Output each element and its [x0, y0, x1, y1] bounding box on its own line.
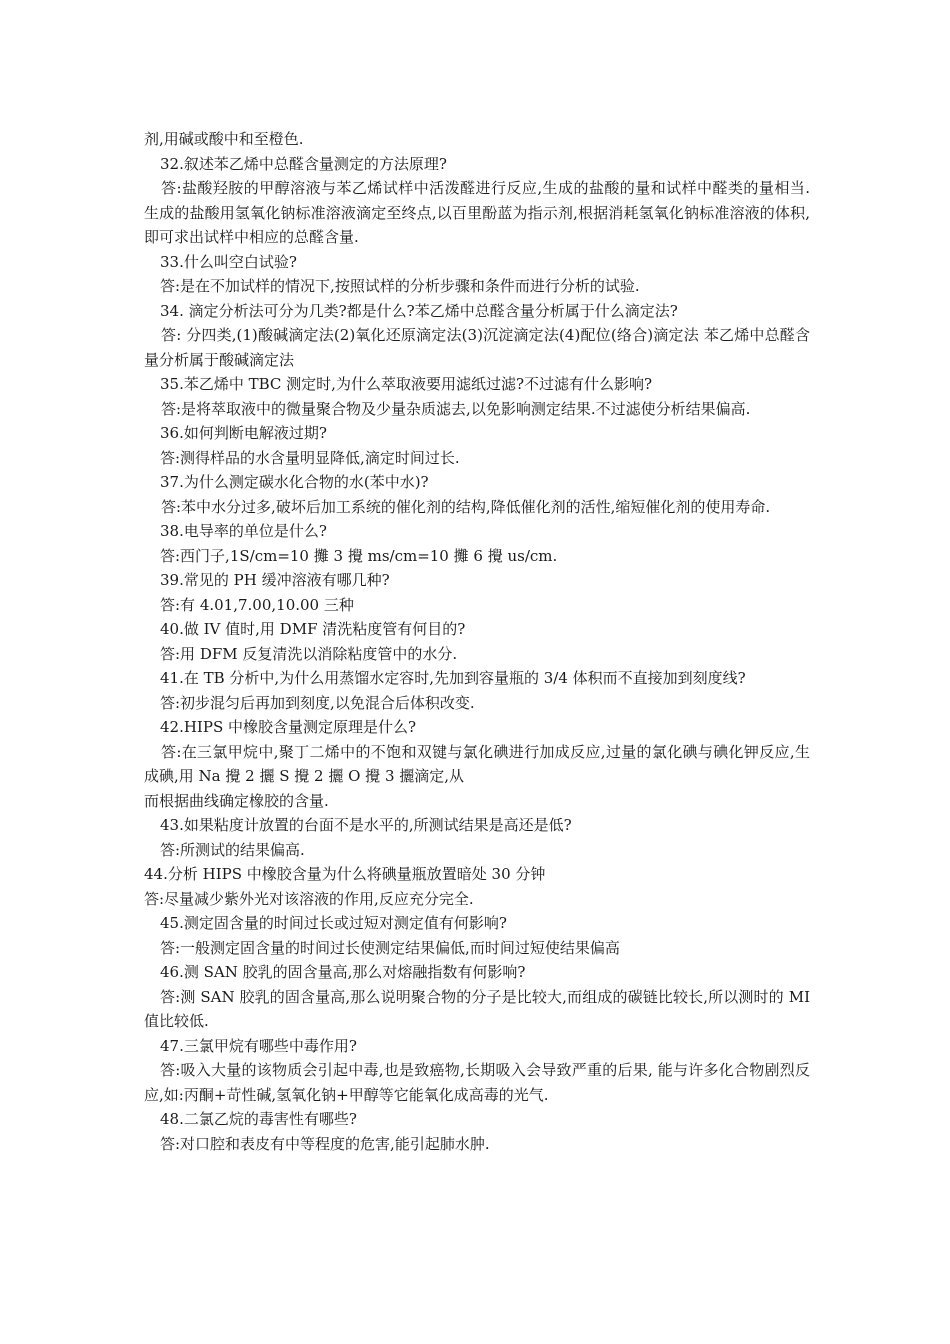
question: 32.叙述苯乙烯中总醛含量测定的方法原理? — [160, 154, 447, 173]
question: 43.如果粘度计放置的台面不是水平的,所测试结果是高还是低? — [160, 816, 572, 834]
question: 39.常见的 PH 缓冲溶液有哪几种? — [160, 571, 390, 589]
answer: 答: 分四类,(1)酸碱滴定法(2)氧化还原滴定法(3)沉淀滴定法(4)配位(络合)滴定法 苯乙烯中总醛含量分析属于酸碱滴定法 — [144, 326, 810, 369]
question: 46.测 SAN 胶乳的固含量高,那么对熔融指数有何影响? — [160, 963, 526, 981]
question: 37.为什么测定碳水化合物的水(苯中水)? — [160, 473, 429, 491]
answer: 答:苯中水分过多,破坏后加工系统的催化剂的结构,降低催化剂的活性,缩短催化剂的使用寿命. — [161, 497, 771, 516]
answer: 答:初步混匀后再加到刻度,以免混合后体积改变. — [160, 693, 475, 712]
answer: 答:对口腔和表皮有中等程度的危害,能引起肺水肿. — [160, 1134, 490, 1153]
answer: 答:盐酸羟胺的甲醇溶液与苯乙烯试样中活泼醛进行反应,生成的盐酸的量和试样中醛类的量相当. 生成的盐酸用氢氧化钠标准溶液滴定至终点,以百里酚蓝为指示剂,根据消耗氢氧化钠标准溶液的体积,即可求出试样中相应的总醛含量. — [144, 179, 810, 246]
answer: 答:尽量减少紫外光对该溶液的作用,反应充分完全. — [144, 889, 474, 908]
answer: 答:吸入大量的该物质会引起中毒,也是致癌物,长期吸入会导致严重的后果, 能与许多化合物剧烈反应,如:丙酮+苛性碱,氢氧化钠+甲醇等它能氧化成高毒的光气. — [144, 1061, 810, 1104]
question: 47.三氯甲烷有哪些中毒作用? — [160, 1036, 357, 1055]
question: 44.分析 HIPS 中橡胶含量为什么将碘量瓶放置暗处 30 分钟 — [144, 865, 546, 883]
answer: 答:一般测定固含量的时间过长使测定结果偏低,而时间过短使结果偏高 — [160, 938, 620, 957]
answer: 答:有 4.01,7.00,10.00 三种 — [160, 595, 354, 614]
question: 42.HIPS 中橡胶含量测定原理是什么? — [160, 718, 417, 736]
question: 35.苯乙烯中 TBC 测定时,为什么萃取液要用滤纸过滤?不过滤有什么影响? — [160, 375, 653, 393]
answer: 答:用 DFM 反复清洗以消除粘度管中的水分. — [160, 644, 458, 663]
question: 48.二氯乙烷的毒害性有哪些? — [160, 1110, 357, 1128]
answer: 答:在三氯甲烷中,聚丁二烯中的不饱和双键与氯化碘进行加成反应,过量的氯化碘与碘化钾反应,生成碘,用 Na 攪 2 攦 S 攪 2 攦 O 攪 3 攦滴定,从 — [144, 742, 810, 785]
question: 38.电导率的单位是什么? — [160, 522, 327, 540]
answer: 答:是在不加试样的情况下,按照试样的分析步骤和条件而进行分析的试验. — [160, 277, 640, 295]
question: 40.做 IV 值时,用 DMF 清洗粘度管有何目的? — [160, 620, 466, 638]
paragraph: 剂,用碱或酸中和至橙色. — [144, 130, 304, 148]
question: 41.在 TB 分析中,为什么用蒸馏水定容时,先加到容量瓶的 3/4 体积而不直接加到刻度线? — [160, 669, 746, 687]
question: 45.测定固含量的时间过长或过短对测定值有何影响? — [160, 914, 507, 932]
answer: 答:是将萃取液中的微量聚合物及少量杂质滤去,以免影响测定结果.不过滤使分析结果偏高. — [161, 399, 751, 418]
answer-continuation: 而根据曲线确定橡胶的含量. — [144, 791, 329, 810]
question: 36.如何判断电解液过期? — [160, 424, 327, 442]
document-body — [144, 127, 810, 1156]
answer: 答:所测试的结果偏高. — [160, 840, 305, 859]
question: 34. 滴定分析法可分为几类?都是什么?苯乙烯中总醛含量分析属于什么滴定法? — [160, 301, 678, 320]
answer: 答:测得样品的水含量明显降低,滴定时间过长. — [160, 448, 460, 467]
question: 33.什么叫空白试验? — [160, 252, 297, 271]
answer: 答:西门子,1S/cm=10 攤 3 攪 ms/cm=10 攤 6 攪 us/cm. — [160, 546, 558, 565]
answer: 答:测 SAN 胶乳的固含量高,那么说明聚合物的分子是比较大,而组成的碳链比较长,所以测时的 MI 值比较低. — [144, 987, 810, 1030]
